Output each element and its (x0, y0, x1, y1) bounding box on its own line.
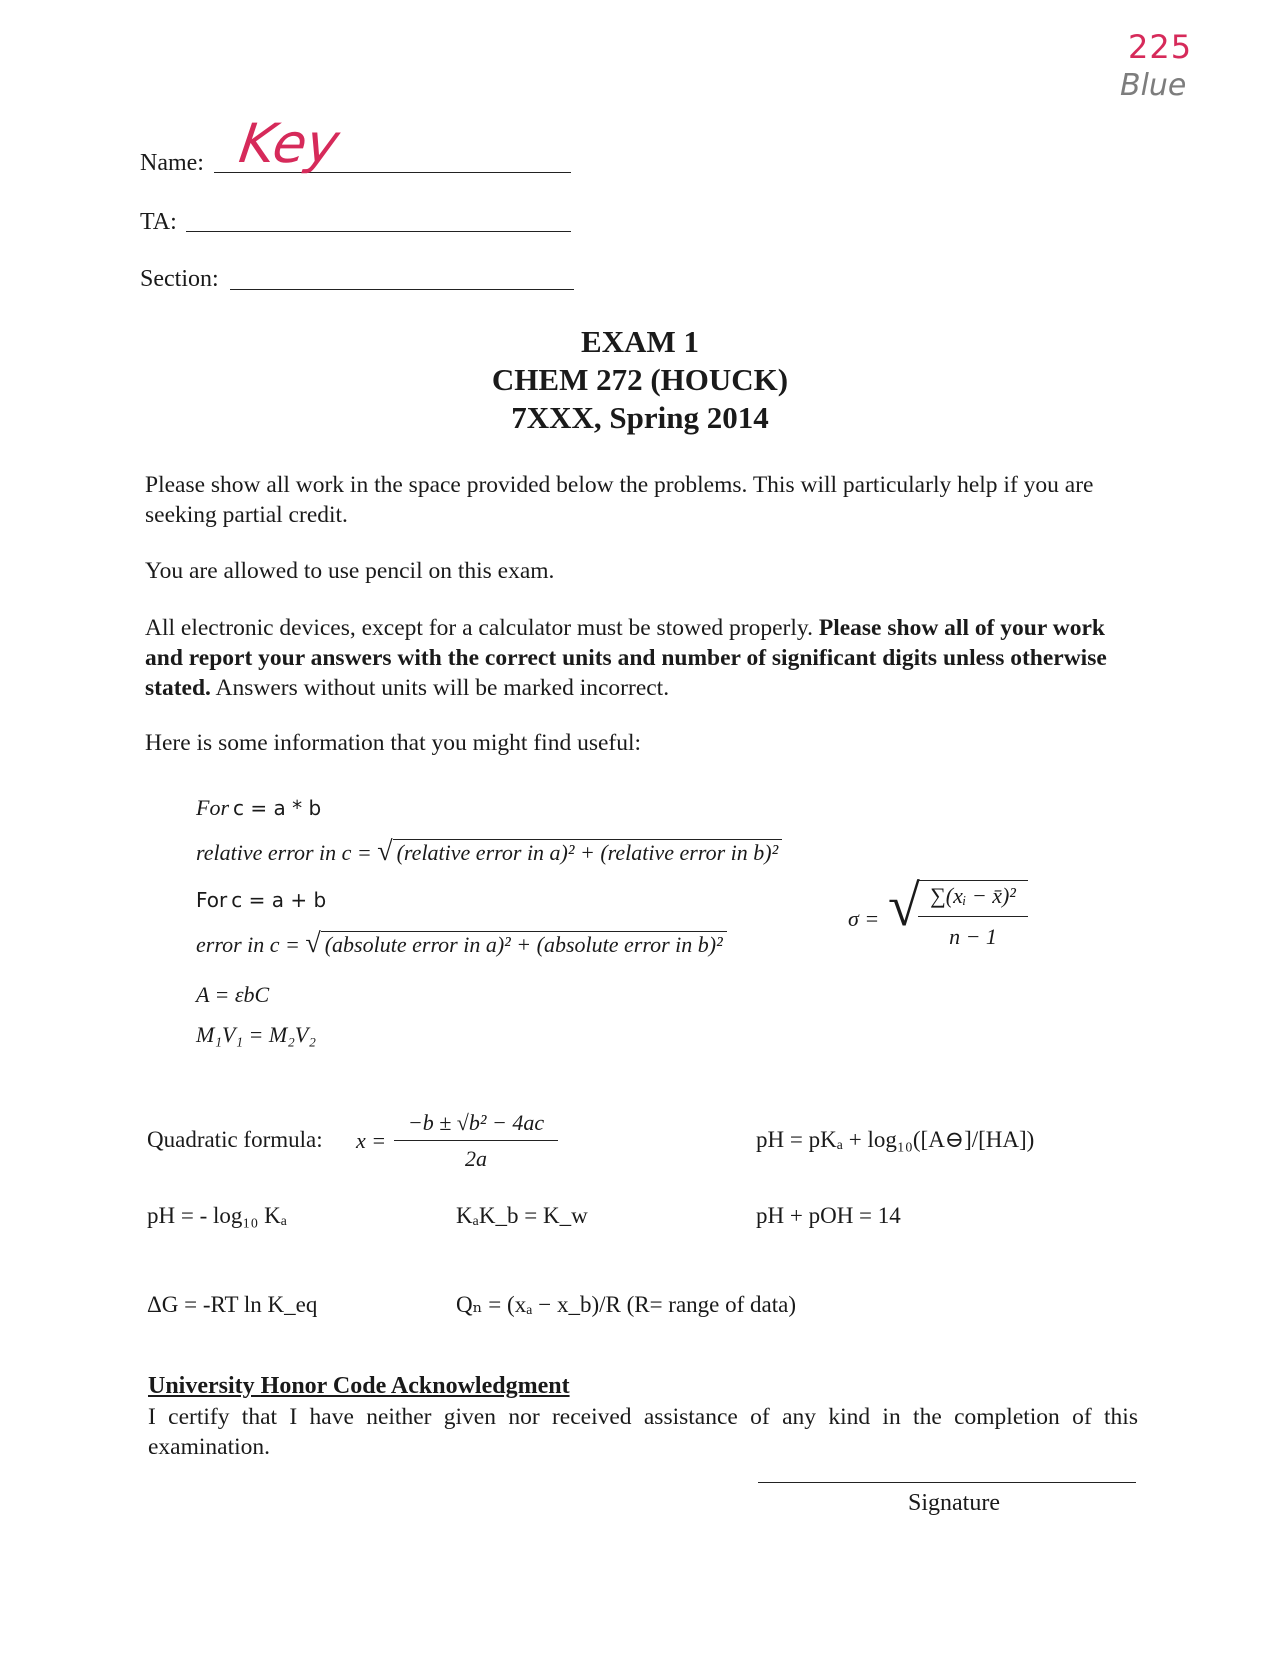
ta-line (186, 231, 571, 232)
sigma-numerator: ∑(xᵢ − x̄)² (918, 880, 1028, 909)
signature-label: Signature (908, 1490, 1000, 1516)
instructions-work: Please show all work in the space provided below the problems. This will particularly help if you are seeking partial credit. (145, 472, 1094, 528)
gibbs-formula: ΔG = -RT ln K_eq (147, 1292, 318, 1317)
name-handwritten-key: Key (235, 112, 344, 175)
add-rule: For c = a + b (196, 888, 327, 912)
exam-title: EXAM 1 (581, 324, 699, 359)
sigma-denominator: n − 1 (949, 924, 997, 949)
instructions-info: Here is some information that you might find useful: (145, 730, 642, 756)
handwritten-version: Blue (1120, 68, 1187, 103)
sigma-fraction-bar (918, 916, 1028, 917)
ph-poh-formula: pH + pOH = 14 (756, 1203, 901, 1228)
henderson-hasselbalch: pH = pKₐ + log₁₀([A⊖]/[HA]) (756, 1127, 1035, 1152)
ph-ka-formula: pH = - log₁₀ Kₐ (147, 1203, 288, 1228)
quadratic-numerator: −b ± √b² − 4ac (407, 1110, 545, 1135)
quadratic-label: Quadratic formula: (147, 1127, 323, 1152)
ta-label: TA: (140, 209, 177, 235)
q-test-formula: Qₙ = (xₐ − x_b)/R (R= range of data) (456, 1292, 797, 1317)
sigma-lhs: σ = (848, 906, 880, 931)
course-title: CHEM 272 (HOUCK) (491, 362, 789, 397)
relative-error-formula: relative error in c = √ (relative error in a)² + (relative error in b)² (196, 836, 782, 868)
quadratic-x: x = (356, 1128, 387, 1153)
instructions-pencil: You are allowed to use pencil on this exam. (145, 558, 555, 584)
signature-line (758, 1482, 1136, 1483)
honor-code-heading: University Honor Code Acknowledgment (148, 1373, 570, 1399)
beer-lambert-formula: A = εbC (196, 982, 270, 1007)
honor-code-text: I certify that I have neither given nor received assistance of any kind in the completion of this examination. (148, 1404, 1138, 1460)
handwritten-score: 225 (1128, 28, 1193, 66)
sigma-radical: √ (888, 873, 920, 938)
absolute-error-formula: error in c = √ (absolute error in a)² + (absolute error in b)² (196, 928, 727, 960)
section-label: Section: (140, 266, 219, 292)
instructions-devices: All electronic devices, except for a calculator must be stowed properly. Please show all of your work and report your answers with the correct units and number of significant digits unless otherwise stated. Answers without units will be marked incorrect. (145, 615, 1107, 701)
quadratic-denominator: 2a (465, 1146, 487, 1171)
mult-rule: For c = a * b (196, 795, 322, 820)
name-label: Name: (140, 150, 204, 176)
dilution-formula: M₁V₁ = M₂V₂ (196, 1022, 316, 1047)
section-line (230, 289, 574, 290)
quadratic-fraction-bar (394, 1140, 558, 1141)
kakb-formula: KₐK_b = K_w (456, 1203, 588, 1228)
term-title: 7XXX, Spring 2014 (511, 400, 769, 435)
